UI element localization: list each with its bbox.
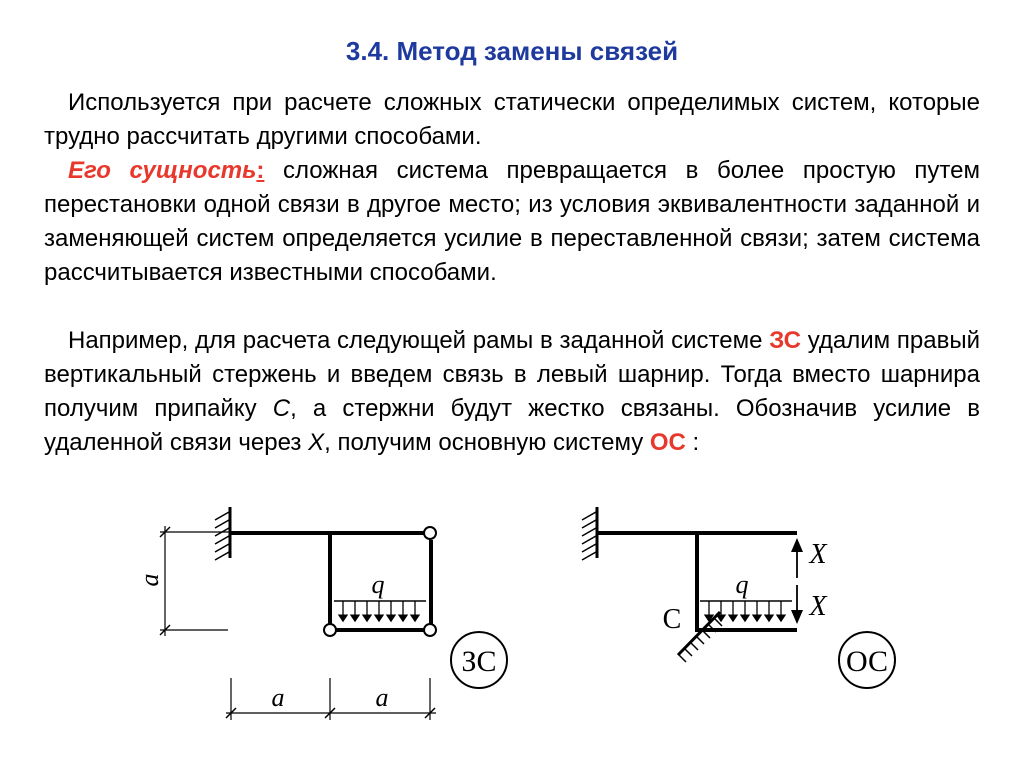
zs-badge-label: ЗС (461, 645, 497, 678)
example-text-5: : (685, 429, 700, 456)
essence-text: сложная система превращается в более простую путем перестановки одной связи в другое место; из условия эквивалентности заданной и заменяющей систем определяется усилие в переставленной связи; затем система рассчитывается известными способами. (44, 157, 980, 286)
force-x-up (791, 538, 803, 578)
wall-support-left (215, 507, 230, 560)
wall-support-right (582, 507, 597, 560)
hinge-bottom-right (424, 624, 436, 636)
os-badge-label: ОС (845, 645, 889, 678)
dim-a-vertical: a (135, 573, 164, 587)
essence-label: Его сущность (68, 157, 257, 184)
load-q-label-left: q (371, 570, 385, 599)
load-q-label-right: q (735, 570, 749, 599)
essence-colon: : (256, 157, 265, 184)
example-text-3: , а стержни будут жестко связаны. Обозначив усилие в удаленной связи через (44, 395, 981, 456)
example-text-2: удалим правый вертикальный стержень и введем связь в левый шарнир. Тогда вместо шарнира получим припайку (44, 327, 980, 422)
dimension-horizontal (226, 678, 436, 720)
force-x-label: Х (308, 429, 325, 456)
dim-a-bottom-right: a (375, 683, 389, 712)
distributed-load-left (334, 601, 426, 621)
os-label: ОС (649, 429, 686, 456)
hinge-bottom-left (324, 624, 336, 636)
joint-c-label: С (272, 395, 291, 422)
force-x-top-label: X (809, 539, 827, 570)
example-text-4: , получим основную систему (324, 429, 650, 456)
given-system-diagram (135, 507, 507, 720)
joint-c-diagram-label: C (662, 604, 682, 635)
hinge-top-right (424, 527, 436, 539)
dim-a-bottom-left: a (271, 683, 285, 712)
paragraph-usage: Используется при расчете сложных статически определимых систем, которые трудно рассчитать другими способами. (44, 89, 980, 150)
force-x-down (791, 585, 803, 624)
example-text-1: Например, для расчета следующей рамы в заданной системе (68, 327, 770, 354)
zs-label: ЗС (769, 327, 801, 354)
basic-system-diagram (582, 507, 895, 688)
dimension-vertical (160, 526, 230, 636)
force-x-bottom-label: X (809, 591, 827, 622)
page-title: 3.4. Метод замены связей (345, 36, 679, 66)
rigid-joint-support (678, 612, 722, 662)
